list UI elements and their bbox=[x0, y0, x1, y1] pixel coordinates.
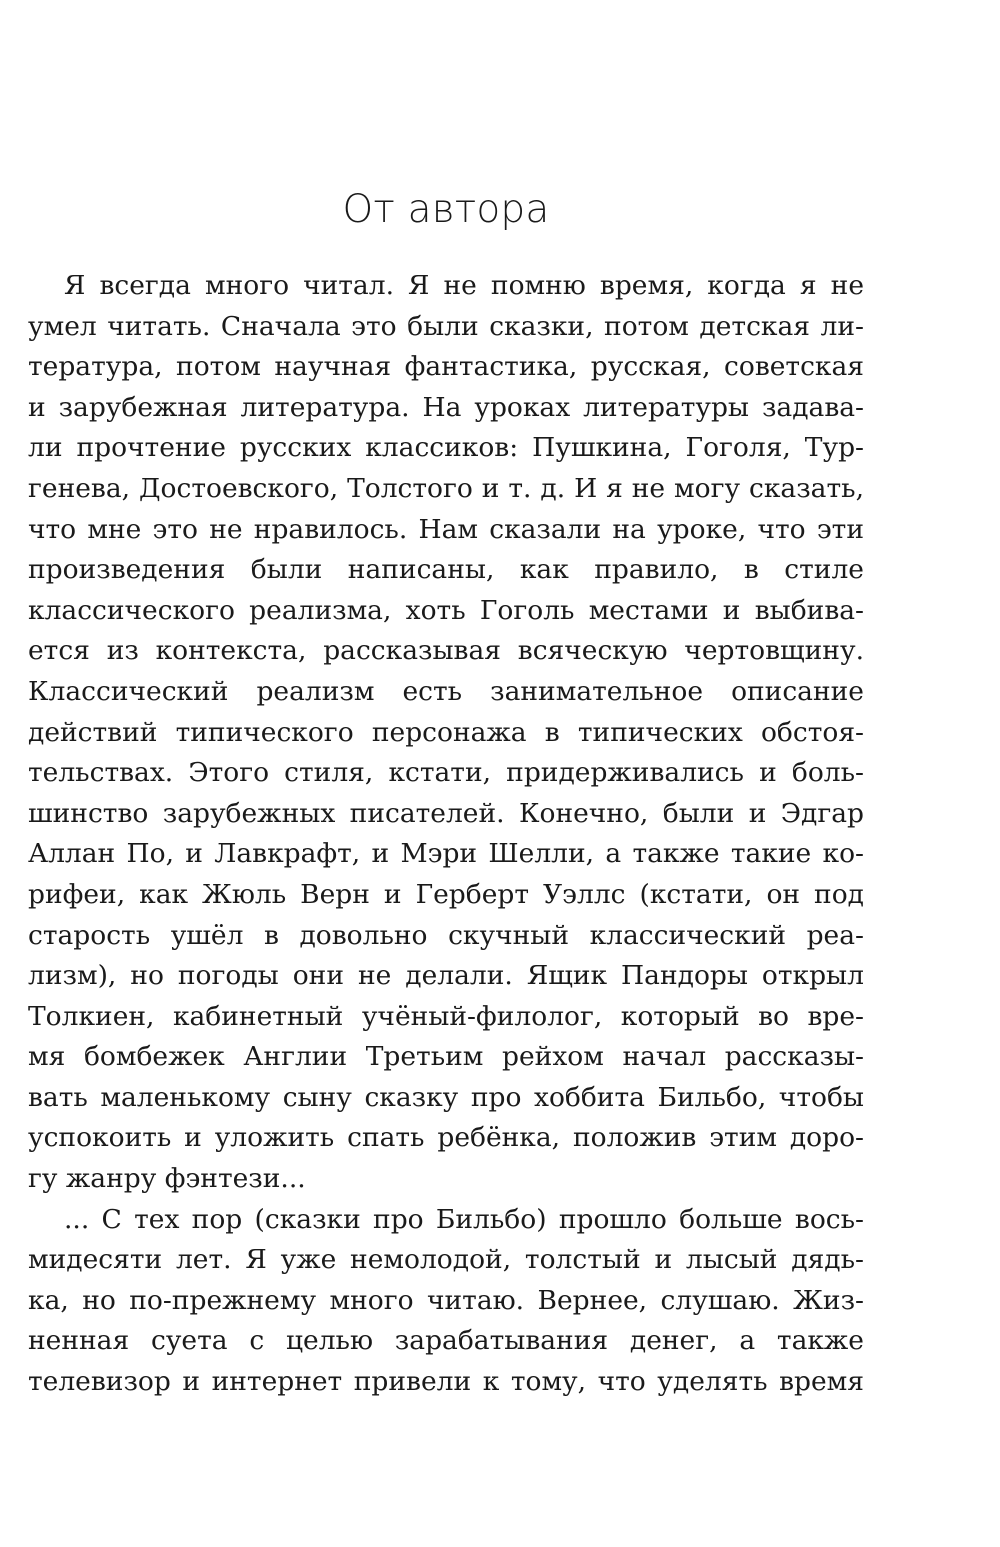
text-line: тельствах. Этого стиля, кстати, придерживались и боль- bbox=[28, 757, 864, 789]
text-line: мидесяти лет. Я уже немолодой, толстый и лысый дядь- bbox=[28, 1244, 864, 1276]
text-line: мя бомбежек Англии Третьим рейхом начал рассказы- bbox=[28, 1041, 864, 1073]
text-line: и зарубежная литература. На уроках литературы задава- bbox=[28, 391, 864, 423]
text-line: тература, потом научная фантастика, русская, советская bbox=[28, 351, 864, 383]
text-line: Аллан По, и Лавкрафт, и Мэри Шелли, а также такие ко- bbox=[28, 838, 864, 870]
body-text bbox=[28, 266, 864, 1403]
text-line: старость ушёл в довольно скучный классический реа- bbox=[28, 919, 864, 951]
text-line: Классический реализм есть занимательное описание bbox=[28, 675, 864, 707]
chapter-title: От автора bbox=[342, 187, 550, 232]
text-line: ненная суета с целью зарабатывания денег, а также bbox=[28, 1325, 864, 1357]
text-line: ... С тех пор (сказки про Бильбо) прошло больше вось- bbox=[64, 1203, 864, 1235]
text-line: телевизор и интернет привели к тому, что уделять время bbox=[28, 1366, 864, 1398]
text-line: генева, Достоевского, Толстого и т. д. И я не могу сказать, bbox=[28, 472, 864, 504]
text-line: ется из контекста, рассказывая всяческую чертовщину. bbox=[28, 635, 864, 667]
text-line: рифеи, как Жюль Верн и Герберт Уэллс (кстати, он под bbox=[28, 878, 864, 910]
text-line: произведения были написаны, как правило, в стиле bbox=[28, 554, 864, 586]
text-line: Толкиен, кабинетный учёный-филолог, который во вре- bbox=[28, 1000, 864, 1032]
text-line: ка, но по-прежнему много читаю. Вернее, слушаю. Жиз- bbox=[28, 1284, 864, 1316]
book-page bbox=[28, 0, 864, 1547]
text-line: гу жанру фэнтези... bbox=[28, 1163, 306, 1195]
text-line: действий типического персонажа в типических обстоя- bbox=[28, 716, 864, 748]
text-line: умел читать. Сначала это были сказки, потом детская ли- bbox=[28, 310, 864, 342]
text-line: шинство зарубежных писателей. Конечно, были и Эдгар bbox=[28, 797, 864, 829]
text-line: вать маленькому сыну сказку про хоббита Бильбо, чтобы bbox=[28, 1081, 864, 1113]
text-line: Я всегда много читал. Я не помню время, когда я не bbox=[64, 270, 864, 301]
text-line: лизм), но погоды они не делали. Ящик Пандоры открыл bbox=[28, 960, 864, 992]
text-line: что мне это не нравилось. Нам сказали на уроке, что эти bbox=[28, 513, 864, 545]
text-line: ли прочтение русских классиков: Пушкина, Гоголя, Тур- bbox=[28, 432, 864, 464]
text-line: классического реализма, хоть Гоголь местами и выбива- bbox=[28, 594, 864, 626]
text-line: успокоить и уложить спать ребёнка, положив этим доро- bbox=[28, 1122, 864, 1154]
